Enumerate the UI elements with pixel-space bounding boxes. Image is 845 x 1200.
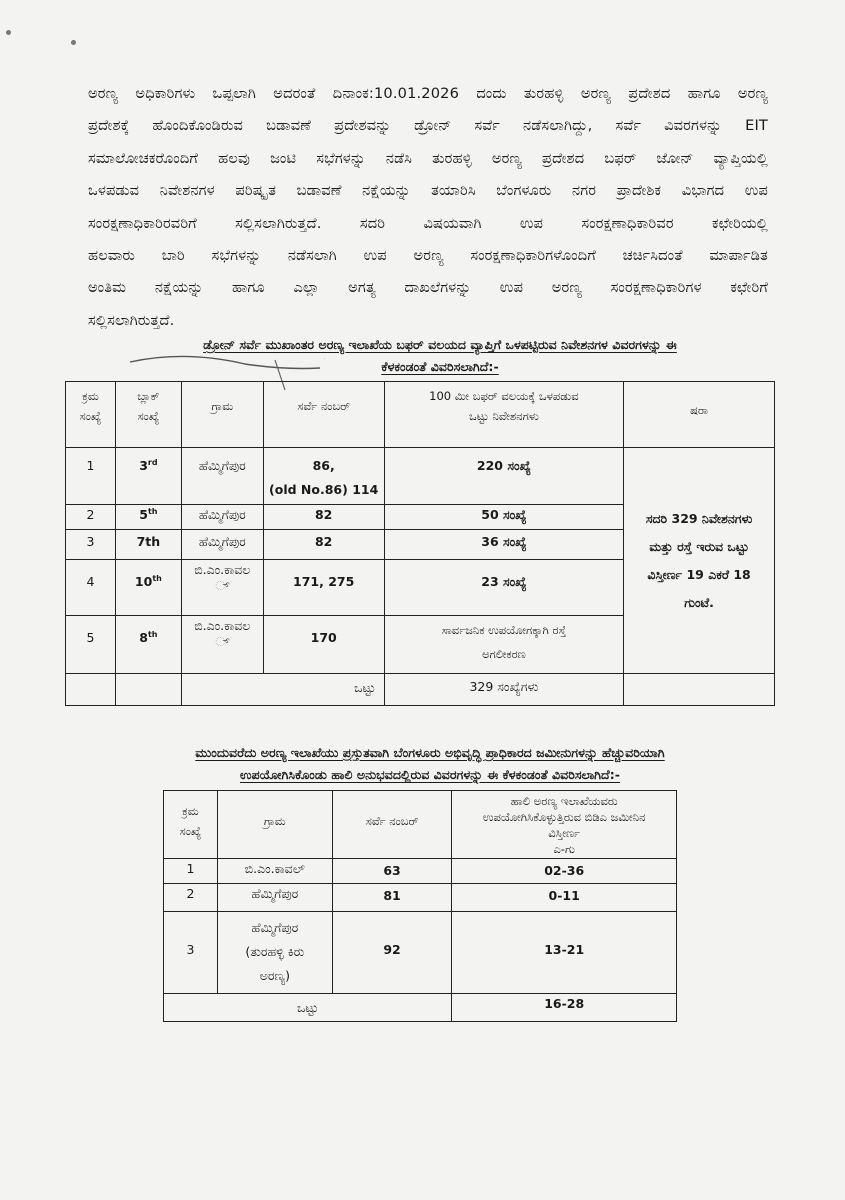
header-remarks: ಷರಾ <box>624 382 775 448</box>
buffer-zone-sites-table <box>65 381 775 706</box>
header-survey: ಸರ್ವೆ ನಂಬರ್ <box>332 791 452 859</box>
table-row <box>164 912 677 994</box>
total-label: ಒಟ್ಟು <box>164 994 452 1022</box>
block-cell: 3rd <box>115 448 181 505</box>
village-cell: ಹೆಮ್ಮಿಗೆಪುರ <box>181 505 263 530</box>
serial-cell: 2 <box>164 884 218 912</box>
table2-heading <box>150 742 710 786</box>
remarks-cell <box>624 448 775 674</box>
header-village: ಗ್ರಾಮ <box>217 791 332 859</box>
survey-cell: 171, 275 <box>263 560 384 616</box>
table1-heading-line1: ಡ್ರೋನ್ ಸರ್ವೆ ಮುಖಾಂತರ ಅರಣ್ಯ ಇಲಾಖೆಯ ಬಫರ್ ವಲಯದ ವ್ಯಾಪ್ತಿಗೆ ಒಳಪಟ್ಟಿರುವ ನಿವೇಶನಗಳ ವಿವರಗಳನ್ನು ಈ <box>203 337 677 352</box>
village-cell: ಹೆಮ್ಮಿಗೆಪುರ (ತುರಹಳ್ಳಿ ಕಿರು ಅರಣ್ಯ) <box>217 912 332 994</box>
village-cell: ಹೆಮ್ಮಿಗೆಪುರ <box>181 530 263 560</box>
table-header-row <box>66 382 775 448</box>
paragraph-line: ಸಮಾಲೋಚಕರೊಂದಿಗೆ ಹಲವು ಜಂಟಿ ಸಭೆಗಳನ್ನು ನಡೆಸಿ ತುರಹಳ್ಳಿ ಅರಣ್ಯ ಪ್ರದೇಶದ ಬಫರ್ ಜೋನ್ ವ್ಯಾಪ್ತಿಯಲ್ಲಿ <box>88 149 768 167</box>
paragraph-line: ಅರಣ್ಯ ಅಧಿಕಾರಿಗಳು ಒಪ್ಪಲಾಗಿ ಅದರಂತೆ ದಿನಾಂಕ:10.01.2026 ದಂದು ತುರಹಳ್ಳಿ ಅರಣ್ಯ ಪ್ರದೇಶದ ಹಾಗೂ ಅರಣ್ಯ <box>88 85 768 102</box>
table-total-row <box>66 674 775 706</box>
header-area: ಹಾಲಿ ಅರಣ್ಯ ಇಲಾಖೆಯವರು ಉಪಯೋಗಿಸಿಕೊಳ್ಳುತ್ತಿರುವ ಬಿಡಿಎ ಜಮೀನಿನ ವಿಸ್ತೀರ್ಣ ಎ-ಗು <box>452 791 677 859</box>
header-sites: 100 ಮೀ ಬಫರ್ ವಲಯಕ್ಕೆ ಒಳಪಡುವ ಒಟ್ಟು ನಿವೇಶನಗಳು <box>384 382 624 448</box>
table-total-row <box>164 994 677 1022</box>
table2-heading-line2: ಉಪಯೋಗಿಸಿಕೊಂಡು ಹಾಲಿ ಅನುಭವದಲ್ಲಿರುವ ವಿವರಗಳನ್ನು ಈ ಕೆಳಕಂಡಂತೆ ವಿವರಿಸಲಾಗಿದೆ:- <box>240 767 620 782</box>
serial-cell: 4 <box>66 560 116 616</box>
area-cell: 0-11 <box>452 884 677 912</box>
paragraph-line: ಅಂತಿಮ ನಕ್ಷೆಯನ್ನು ಹಾಗೂ ಎಲ್ಲಾ ಅಗತ್ಯ ದಾಖಲೆಗಳನ್ನು ಉಪ ಅರಣ್ಯ ಸಂರಕ್ಷಣಾಧಿಕಾರಿಗಳ ಕಛೇರಿಗೆ <box>88 279 768 297</box>
remarks-line: ಗುಂಟೆ. <box>684 594 714 610</box>
empty-cell <box>624 674 775 706</box>
block-cell: 10th <box>115 560 181 616</box>
table-row <box>66 448 775 505</box>
block-cell: 8th <box>115 616 181 674</box>
table-row <box>164 859 677 884</box>
area-cell: 13-21 <box>452 912 677 994</box>
table2-heading-line1: ಮುಂದುವರೆದು ಅರಣ್ಯ ಇಲಾಖೆಯು ಪ್ರಸ್ತುತವಾಗಿ ಬೆಂಗಳೂರು ಅಭಿವೃದ್ಧಿ ಪ್ರಾಧಿಕಾರದ ಜಮೀನುಗಳನ್ನು ಹೆಚ್ಚುವರಿಯಾಗಿ <box>195 745 665 760</box>
remarks-line: ಸದರಿ 329 ನಿವೇಶನಗಳು <box>645 510 753 526</box>
village-cell: ಬಿ.ಎಂ.ಕಾವಲ್ <box>217 859 332 884</box>
village-cell: ಹೆಮ್ಮಿಗೆಪುರ <box>181 448 263 505</box>
header-survey: ಸರ್ವೆ ನಂಬರ್ <box>263 382 384 448</box>
total-value: 329 ಸಂಖ್ಯೆಗಳು <box>384 674 624 706</box>
bda-land-usage-table <box>163 790 677 1022</box>
paragraph-line: ಪ್ರದೇಶಕ್ಕೆ ಹೊಂದಿಕೊಂಡಿರುವ ಬಡಾವಣೆ ಪ್ರದೇಶವನ್ನು ಡ್ರೋನ್ ಸರ್ವೆ ನಡೆಸಲಾಗಿದ್ದು, ಸರ್ವೆ ವಿವರಗಳನ್ನು EIT <box>88 117 768 135</box>
serial-cell: 3 <box>164 912 218 994</box>
serial-cell: 1 <box>164 859 218 884</box>
header-block: ಬ್ಲಾಕ್ ಸಂಖ್ಯೆ <box>115 382 181 448</box>
table-header-row <box>164 791 677 859</box>
header-serial: ಕ್ರಮ ಸಂಖ್ಯೆ <box>164 791 218 859</box>
block-cell: 7th <box>115 530 181 560</box>
total-value: 16-28 <box>452 994 677 1022</box>
survey-cell: 63 <box>332 859 452 884</box>
sites-cell: 23 ಸಂಖ್ಯೆ <box>384 560 624 616</box>
survey-cell: 92 <box>332 912 452 994</box>
empty-cell <box>115 674 181 706</box>
header-village: ಗ್ರಾಮ <box>181 382 263 448</box>
survey-cell: 82 <box>263 530 384 560</box>
total-label: ಒಟ್ಟು <box>181 674 384 706</box>
paragraph-line: ಸಲ್ಲಿಸಲಾಗಿರುತ್ತದೆ. <box>88 311 175 329</box>
scan-dot <box>71 40 76 45</box>
survey-cell: 86, (old No.86) 114 <box>263 448 384 505</box>
remarks-line: ವಿಸ್ತೀರ್ಣ 19 ಎಕರೆ 18 <box>647 566 751 582</box>
empty-cell <box>66 674 116 706</box>
table1-heading-line2: ಕೆಳಕಂಡಂತೆ ವಿವರಿಸಲಾಗಿದೆ:- <box>381 359 499 374</box>
remarks-line: ಮತ್ತು ರಸ್ತೆ ಇರುವ ಒಟ್ಟು <box>649 538 749 554</box>
paragraph-line: ಸಂರಕ್ಷಣಾಧಿಕಾರಿರವರಿಗೆ ಸಲ್ಲಿಸಲಾಗಿರುತ್ತದೆ. ಸದರಿ ವಿಷಯವಾಗಿ ಉಪ ಸಂರಕ್ಷಣಾಧಿಕಾರಿವರ ಕಛೇರಿಯಲ್ಲಿ <box>88 214 768 232</box>
village-cell: ಹೆಮ್ಮಿಗೆಪುರ <box>217 884 332 912</box>
paragraph-line: ಹಲವಾರು ಬಾರಿ ಸಭೆಗಳನ್ನು ನಡೆಸಲಾಗಿ ಉಪ ಅರಣ್ಯ ಸಂರಕ್ಷಣಾಧಿಕಾರಿಗಳೊಂದಿಗೆ ಚರ್ಚಿಸಿದಂತೆ ಮಾರ್ಪಾಡಿತ <box>88 247 768 265</box>
sites-cell: 50 ಸಂಖ್ಯೆ <box>384 505 624 530</box>
survey-cell: 82 <box>263 505 384 530</box>
village-cell: ಬಿ.ಎಂ.ಕಾವಲ ್ <box>181 616 263 674</box>
serial-cell: 5 <box>66 616 116 674</box>
survey-cell: 170 <box>263 616 384 674</box>
village-cell: ಬಿ.ಎಂ.ಕಾವಲ ್ <box>181 560 263 616</box>
header-serial: ಕ್ರಮ ಸಂಖ್ಯೆ <box>66 382 116 448</box>
body-paragraph <box>88 78 768 337</box>
area-cell: 02-36 <box>452 859 677 884</box>
table-row <box>164 884 677 912</box>
block-cell: 5th <box>115 505 181 530</box>
sites-cell: 36 ಸಂಖ್ಯೆ <box>384 530 624 560</box>
sites-cell: ಸಾರ್ವಜನಿಕ ಉಪಯೋಗಕ್ಕಾಗಿ ರಸ್ತೆ ಅಗಲೀಕರಣ <box>384 616 624 674</box>
serial-cell: 1 <box>66 448 116 505</box>
scan-dot <box>6 30 11 35</box>
survey-cell: 81 <box>332 884 452 912</box>
paragraph-line: ಒಳಪಡುವ ನಿವೇಶನಗಳ ಪರಿಷ್ಕೃತ ಬಡಾವಣೆ ನಕ್ಷೆಯನ್ನು ತಯಾರಿಸಿ ಬೆಂಗಳೂರು ನಗರ ಪ್ರಾದೇಶಿಕ ವಿಭಾಗದ ಉಪ <box>88 182 768 200</box>
serial-cell: 3 <box>66 530 116 560</box>
sites-cell: 220 ಸಂಖ್ಯೆ <box>384 448 624 505</box>
table1-heading <box>120 334 760 378</box>
serial-cell: 2 <box>66 505 116 530</box>
